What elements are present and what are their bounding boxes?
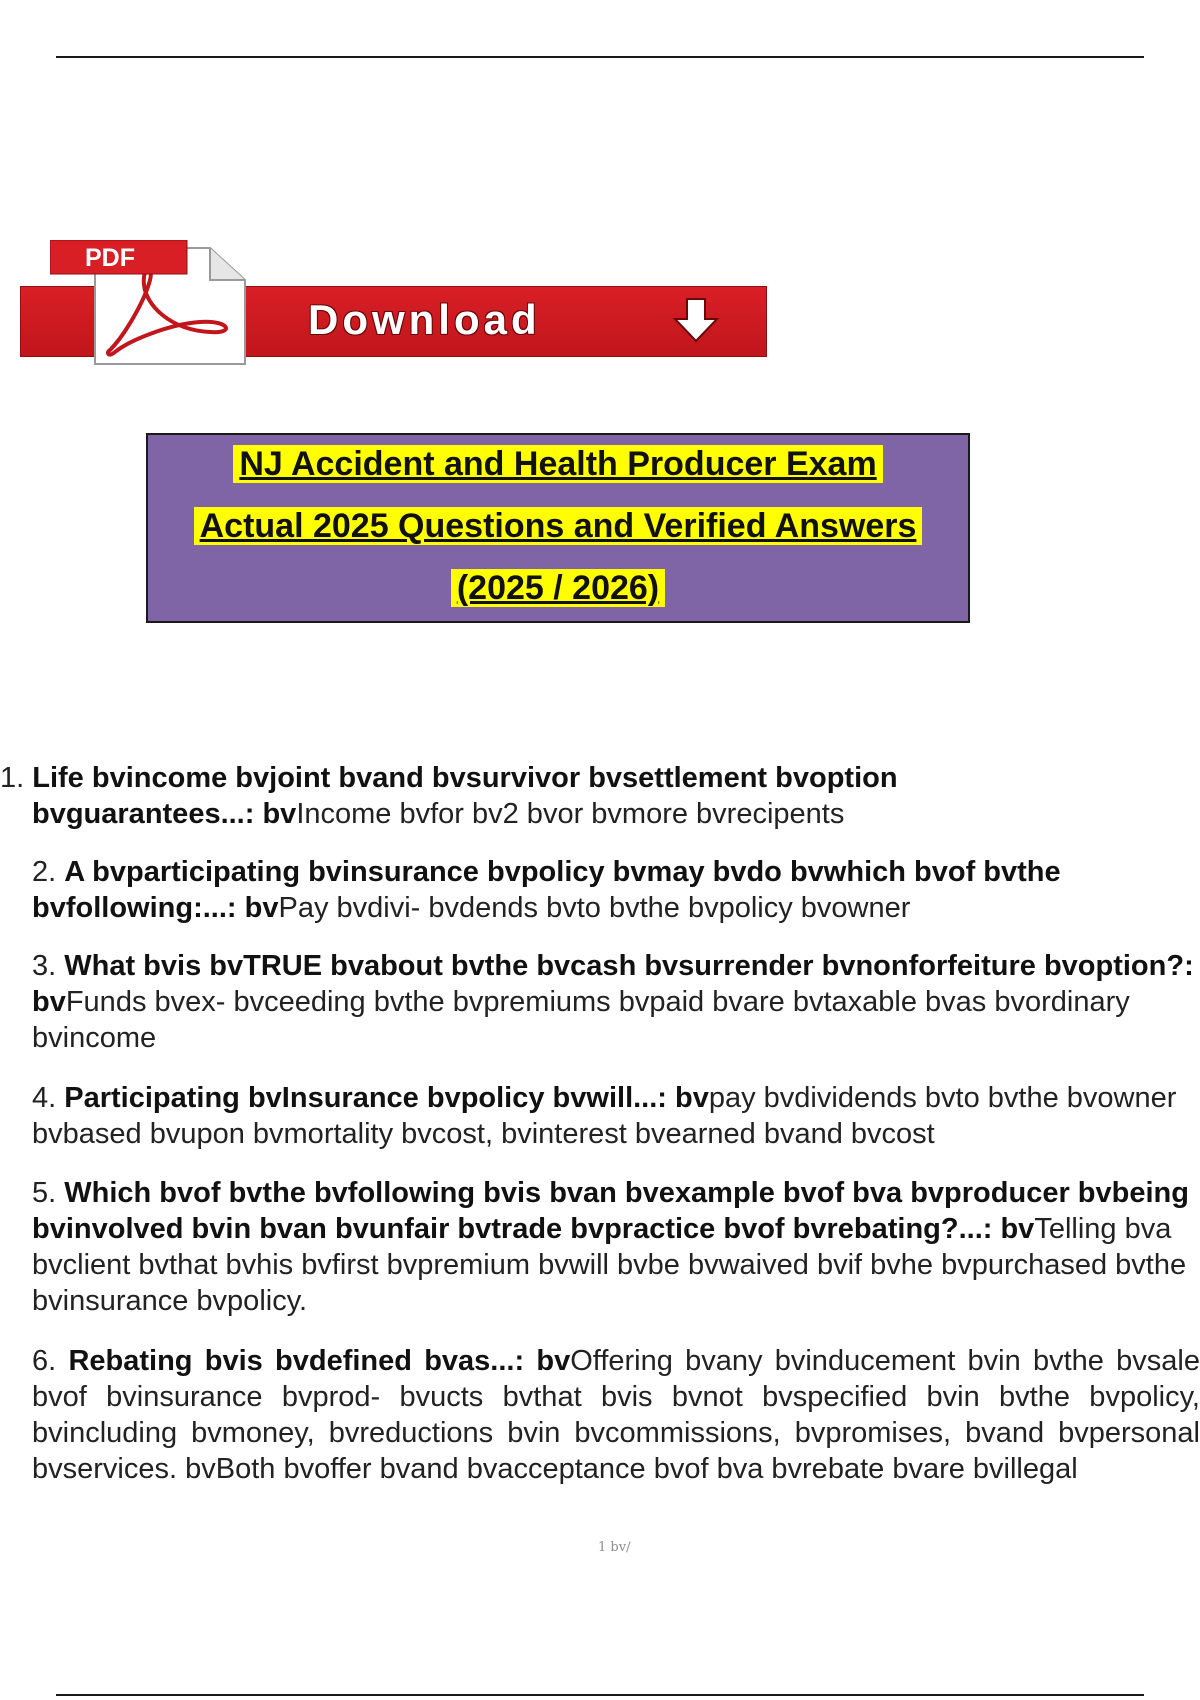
item-question-cont: bvguarantees...: bv	[32, 798, 297, 830]
title-line-3-text: (2025 / 2026)	[451, 569, 665, 607]
title-line-1	[148, 444, 968, 484]
list-item	[32, 948, 1200, 1056]
download-arrow-icon	[670, 297, 722, 345]
item-answer: Offering bvany bvinducement bvin bvthe bvsale bvof bvinsurance bvprod- bvucts bvthat bvis bvnot bvspecified bvin bvthe bvpolicy, bvincluding bvmoney, bvreductions bvin bvcommissions, bvpromises, bvand bvpersonal bvservices. bvBoth bvoffer bvand bvacceptance bvof bva bvrebate bvare bvillegal	[32, 1345, 1200, 1485]
list-item	[0, 760, 1180, 832]
bottom-rule	[56, 1694, 1144, 1696]
item-question: Which bvof bvthe bvfollowing bvis bvan bvexample bvof bva bvproducer bvbeing bvinvolved bvin bvan bvunfair bvtrade bvpractice bvof bvrebating?...: bv	[32, 1177, 1189, 1245]
item-question: What bvis bvTRUE bvabout bvthe bvcash bvsurrender bvnonforfeiture bvoption?: bv	[32, 950, 1194, 1018]
item-number: 1.	[0, 762, 25, 794]
item-question: Rebating bvis bvdefined bvas...: bv	[68, 1345, 571, 1377]
list-item	[32, 1175, 1200, 1319]
pdf-tab-label: PDF	[85, 244, 135, 272]
pdf-download-banner[interactable]	[20, 240, 766, 370]
page-number: 1 bv/	[598, 1540, 631, 1555]
item-number: 4.	[32, 1082, 57, 1114]
item-answer: pay bvdividends bvto bvthe bvowner bvbased bvupon bvmortality bvcost, bvinterest bvearned bvand bvcost	[32, 1082, 1177, 1150]
item-number: 2.	[32, 856, 57, 888]
title-line-1-text: NJ Accident and Health Producer Exam	[233, 445, 882, 483]
title-line-2-text: Actual 2025 Questions and Verified Answers	[194, 507, 923, 545]
item-answer: Funds bvex- bvceeding bvthe bvpremiums bvpaid bvare bvtaxable bvas bvordinary bvincome	[32, 986, 1130, 1054]
title-line-2	[148, 506, 968, 546]
item-question: Life bvincome bvjoint bvand bvsurvivor bvsettlement bvoption	[32, 762, 898, 794]
top-rule	[56, 56, 1144, 58]
list-item	[32, 1343, 1200, 1487]
list-item	[32, 1080, 1200, 1152]
download-label: Download	[308, 296, 541, 343]
item-number: 6.	[32, 1345, 57, 1377]
item-continuation	[0, 796, 1180, 832]
item-answer: Pay bvdivi- bvdends bvto bvthe bvpolicy bvowner	[278, 892, 911, 924]
item-number: 3.	[32, 950, 57, 982]
item-answer: Income bvfor bv2 bvor bvmore bvrecipents	[296, 798, 845, 830]
list-item	[32, 854, 1200, 926]
title-box	[146, 433, 970, 623]
item-question: A bvparticipating bvinsurance bvpolicy bvmay bvdo bvwhich bvof bvthe bvfollowing:...: bv	[32, 856, 1061, 924]
item-question: Participating bvInsurance bvpolicy bvwill...: bv	[64, 1082, 709, 1114]
title-line-3	[148, 568, 968, 608]
item-answer: Telling bva bvclient bvthat bvhis bvfirst bvpremium bvwill bvbe bvwaived bvif bvhe bvpurchased bvthe bvinsurance bvpolicy.	[32, 1213, 1187, 1317]
item-number: 5.	[32, 1177, 57, 1209]
